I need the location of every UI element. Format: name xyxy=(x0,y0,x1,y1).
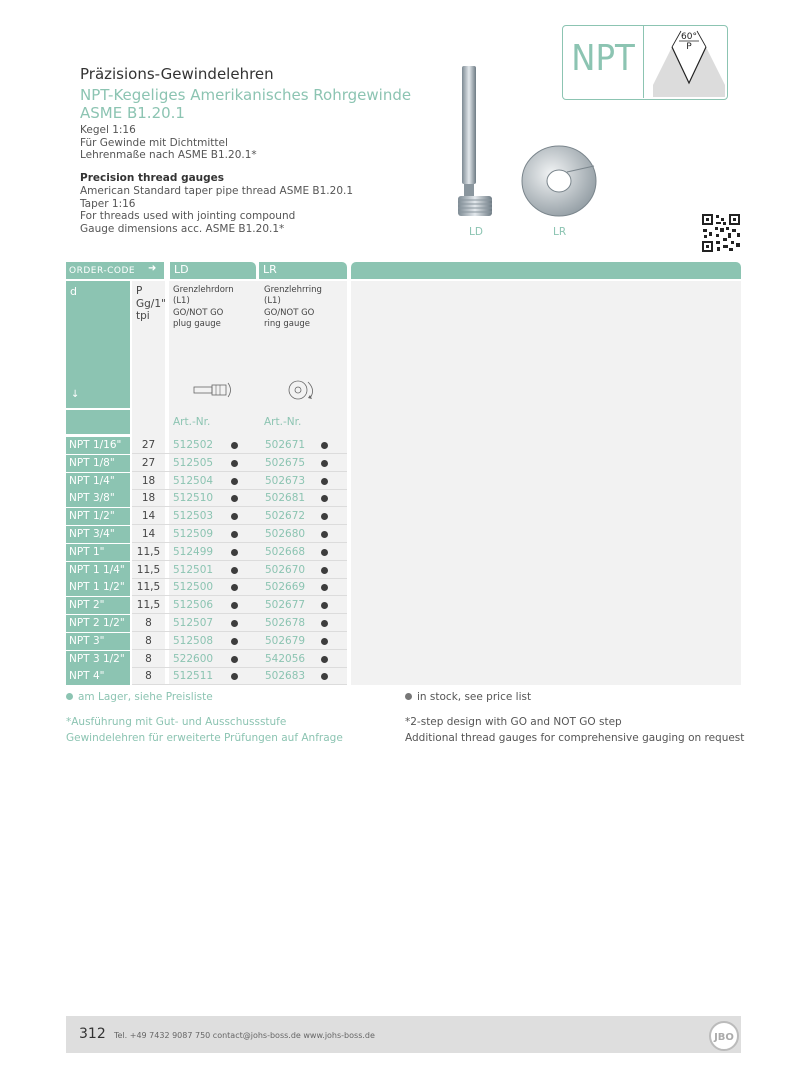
empty-column-area xyxy=(351,281,741,685)
row-lr-artnr: 502678 xyxy=(265,617,306,629)
desc-en-line: American Standard taper pipe thread ASME B1.20.1 xyxy=(80,185,354,197)
row-size: NPT 1/4" xyxy=(66,473,130,490)
lr-stock-dot-icon xyxy=(321,442,328,449)
lr-desc-line: Grenzlehrring xyxy=(264,285,322,295)
row-ld-artnr: 512508 xyxy=(173,634,214,647)
ld-description xyxy=(173,285,234,329)
ring-gauge-image xyxy=(518,142,600,220)
stock-note-en xyxy=(405,691,531,703)
desc-en-line: Gauge dimensions acc. ASME B1.20.1* xyxy=(80,222,285,235)
row-size: NPT 1 1/4" xyxy=(66,562,130,579)
lr-stock-dot-icon xyxy=(321,549,328,556)
row-ld-artnr: 512507 xyxy=(173,617,214,629)
lr-stock-dot-icon xyxy=(321,460,328,467)
row-size: NPT 3/8" xyxy=(66,490,130,507)
stock-dot-icon xyxy=(405,693,412,700)
row-size: NPT 1/8" xyxy=(66,455,130,472)
ld-stock-dot-icon xyxy=(231,620,238,627)
ld-desc-line: Grenzlehrdorn xyxy=(173,285,234,295)
lr-desc-line: GO/NOT GO xyxy=(264,308,315,318)
row-lr-artnr: 542056 xyxy=(265,652,306,665)
lr-artnr-header: Art.-Nr. xyxy=(264,416,302,428)
row-size: NPT 3 1/2" xyxy=(66,651,130,668)
lr-stock-dot-icon xyxy=(321,673,328,680)
row-pitch: 8 xyxy=(145,670,152,683)
company-logo-icon xyxy=(708,1020,740,1052)
row-pitch: 27 xyxy=(141,456,156,469)
ld-stock-dot-icon xyxy=(231,531,238,538)
stock-text-en: in stock, see price list xyxy=(417,691,532,703)
lr-stock-dot-icon xyxy=(321,656,328,663)
lr-stock-dot-icon xyxy=(321,584,328,591)
plug-gauge-image xyxy=(450,62,500,222)
footnote-de: Gewindelehren für erweiterte Prüfungen auf Anfrage xyxy=(66,732,343,744)
lr-stock-dot-icon xyxy=(321,567,328,574)
row-ld-artnr: 512504 xyxy=(173,474,214,487)
lr-desc-line: ring gauge xyxy=(264,318,310,329)
lr-desc-line: (L1) xyxy=(264,295,281,306)
qr-code-icon xyxy=(701,213,741,253)
row-size: NPT 3" xyxy=(66,633,130,650)
row-lr-artnr: 502670 xyxy=(265,563,306,576)
row-pitch: 8 xyxy=(145,617,152,629)
row-pitch: 11,5 xyxy=(136,581,161,594)
row-size: NPT 1" xyxy=(66,544,130,561)
lr-header-label: LR xyxy=(263,263,277,276)
lr-stock-dot-icon xyxy=(321,478,328,485)
desc-en-line: For threads used with jointing compound xyxy=(80,210,296,222)
table-row xyxy=(66,455,347,472)
row-lr-artnr: 502681 xyxy=(265,492,306,505)
plug-gauge-icon xyxy=(192,380,234,400)
badge-divider xyxy=(643,26,644,98)
row-lr-artnr: 502668 xyxy=(265,545,306,558)
col-p-label xyxy=(136,285,166,323)
ring-gauge-icon xyxy=(286,378,320,402)
row-size: NPT 4" xyxy=(66,668,130,685)
row-pitch: 18 xyxy=(141,474,156,487)
row-ld-artnr: 512511 xyxy=(173,670,214,683)
page-title: Präzisions-Gewindelehren xyxy=(80,65,274,83)
description-en xyxy=(80,185,353,235)
row-size: NPT 1 1/2" xyxy=(66,579,130,596)
ld-stock-dot-icon xyxy=(231,638,238,645)
npt-badge-text: NPT xyxy=(571,38,635,79)
ld-desc-line: GO/NOT GO xyxy=(173,308,224,318)
ld-stock-dot-icon xyxy=(231,478,238,485)
table-row xyxy=(66,526,347,543)
row-pitch: 8 xyxy=(145,634,152,647)
table-row xyxy=(66,473,347,490)
row-lr-artnr: 502671 xyxy=(265,439,306,451)
lr-image-label: LR xyxy=(553,226,567,238)
page-number: 312 xyxy=(79,1026,106,1042)
row-pitch: 11,5 xyxy=(136,545,161,558)
order-code-label: ORDER-CODE xyxy=(69,266,136,276)
table-row xyxy=(66,615,347,632)
table-row xyxy=(66,651,347,668)
table-row xyxy=(66,579,347,596)
col-p-unit: Gg/1" xyxy=(136,297,166,310)
footnote-de: *Ausführung mit Gut- und Ausschussstufe xyxy=(66,716,287,728)
table-row xyxy=(66,633,347,650)
ld-desc-line: (L1) xyxy=(173,295,190,306)
lr-stock-dot-icon xyxy=(321,513,328,520)
row-ld-artnr: 512503 xyxy=(173,510,214,523)
desc-de-line: Lehrenmaße nach ASME B1.20.1* xyxy=(80,149,257,161)
description-de xyxy=(80,124,257,162)
row-ld-artnr: 512505 xyxy=(173,456,214,469)
thread-profile-icon xyxy=(645,27,725,97)
table-row xyxy=(66,437,347,454)
row-ld-artnr: 512506 xyxy=(173,599,214,612)
row-pitch: 14 xyxy=(141,510,156,523)
ld-stock-dot-icon xyxy=(231,460,238,467)
row-lr-artnr: 502672 xyxy=(265,510,306,523)
row-size: NPT 3/4" xyxy=(66,526,130,543)
order-code-arrow-icon: ➜ xyxy=(148,263,157,274)
row-size: NPT 1/2" xyxy=(66,508,130,525)
row-pitch: 18 xyxy=(141,492,156,505)
row-ld-artnr: 512501 xyxy=(173,563,214,576)
ld-stock-dot-icon xyxy=(231,673,238,680)
footnotes-en xyxy=(405,714,744,746)
ld-stock-dot-icon xyxy=(231,656,238,663)
ld-artnr-header: Art.-Nr. xyxy=(173,416,211,428)
col-p-unit: tpi xyxy=(136,310,150,322)
stock-text-de: am Lager, siehe Preisliste xyxy=(78,691,213,703)
row-ld-artnr: 512499 xyxy=(173,545,214,558)
desc-de-line: Kegel 1:16 xyxy=(80,124,136,136)
row-lr-artnr: 502673 xyxy=(265,474,306,487)
desc-de-line: Für Gewinde mit Dichtmittel xyxy=(80,136,228,149)
lr-stock-dot-icon xyxy=(321,602,328,609)
table-row xyxy=(66,668,347,685)
row-size: NPT 2" xyxy=(66,597,130,614)
english-title: Precision thread gauges xyxy=(80,172,225,184)
row-lr-artnr: 502679 xyxy=(265,634,306,647)
row-pitch: 14 xyxy=(141,528,156,540)
row-ld-artnr: 522600 xyxy=(173,652,214,665)
footnotes-de xyxy=(66,714,343,746)
footnote-en: Additional thread gauges for comprehensive gauging on request xyxy=(405,732,745,744)
col-d-label: d xyxy=(70,285,77,298)
down-arrow-icon: ↓ xyxy=(71,389,80,400)
table-row xyxy=(66,562,347,579)
stock-dot-icon xyxy=(66,693,73,700)
row-pitch: 11,5 xyxy=(136,563,161,576)
row-size: NPT 1/16" xyxy=(66,437,130,454)
row-lr-artnr: 502680 xyxy=(265,528,306,540)
ld-stock-dot-icon xyxy=(231,584,238,591)
footer-contact: Tel. +49 7432 9087 750 contact@johs-boss.de www.johs-boss.de xyxy=(114,1031,375,1040)
ld-stock-dot-icon xyxy=(231,495,238,502)
table-row xyxy=(66,508,347,525)
stock-note-de xyxy=(66,691,213,703)
row-ld-artnr: 512510 xyxy=(173,492,214,505)
ld-stock-dot-icon xyxy=(231,602,238,609)
angle-label: 60° xyxy=(681,32,697,42)
lr-stock-dot-icon xyxy=(321,495,328,502)
row-pitch: 8 xyxy=(145,652,152,665)
ld-stock-dot-icon xyxy=(231,442,238,449)
row-ld-artnr: 512509 xyxy=(173,528,214,540)
ld-stock-dot-icon xyxy=(231,513,238,520)
ld-desc-line: plug gauge xyxy=(173,318,221,329)
row-lr-artnr: 502669 xyxy=(265,581,306,594)
empty-column-header xyxy=(351,262,741,279)
row-separator xyxy=(132,684,347,685)
lr-stock-dot-icon xyxy=(321,620,328,627)
ld-stock-dot-icon xyxy=(231,549,238,556)
row-ld-artnr: 512502 xyxy=(173,439,214,451)
ld-stock-dot-icon xyxy=(231,567,238,574)
table-row xyxy=(66,597,347,614)
table-row xyxy=(66,544,347,561)
page-subtitle: NPT-Kegeliges Amerikanisches Rohrgewinde ASME B1.20.1 xyxy=(80,86,412,122)
logo-text: JBO xyxy=(714,1032,734,1043)
row-ld-artnr: 512500 xyxy=(173,581,214,594)
lr-stock-dot-icon xyxy=(321,531,328,538)
ld-header-label: LD xyxy=(174,263,189,276)
footnote-en: *2-step design with GO and NOT GO step xyxy=(405,716,622,728)
row-lr-artnr: 502677 xyxy=(265,599,306,612)
row-pitch: 27 xyxy=(141,439,156,451)
ld-image-label: LD xyxy=(469,226,483,238)
desc-en-line: Taper 1:16 xyxy=(80,197,136,210)
pitch-label: P xyxy=(686,42,692,52)
row-size: NPT 2 1/2" xyxy=(66,615,130,632)
row-lr-artnr: 502683 xyxy=(265,670,306,683)
col-p-title: P xyxy=(136,285,143,297)
lr-stock-dot-icon xyxy=(321,638,328,645)
lr-description xyxy=(264,285,322,329)
row-lr-artnr: 502675 xyxy=(265,456,306,469)
table-row xyxy=(66,490,347,507)
d-column-spacer xyxy=(66,410,130,434)
row-pitch: 11,5 xyxy=(136,599,161,612)
